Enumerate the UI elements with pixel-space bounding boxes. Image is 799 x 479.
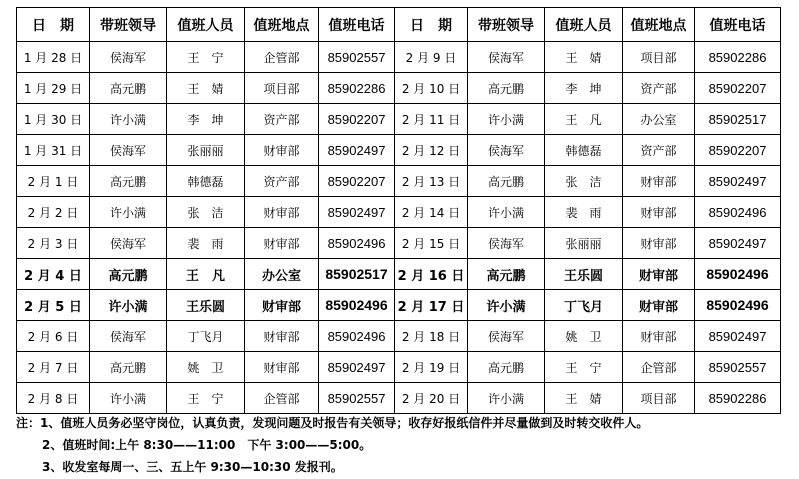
header-place: 值班地点 [623,8,695,42]
phone-cell: 85902496 [319,321,395,352]
phone-cell: 85902496 [319,290,395,321]
header-date: 日 期 [395,8,468,42]
staff-cell: 王乐圆 [167,290,245,321]
date-cell: 2 月 7 日 [17,352,90,383]
place-cell: 办公室 [245,259,319,290]
place-cell: 财审部 [623,166,695,197]
phone-cell: 85902207 [695,135,781,166]
staff-cell: 李 坤 [167,104,245,135]
phone-cell: 85902557 [695,352,781,383]
table-row [17,321,781,352]
staff-cell: 张 洁 [545,166,623,197]
leader-cell: 高元鹏 [468,166,545,197]
phone-cell: 85902207 [695,73,781,104]
place-cell: 办公室 [623,104,695,135]
date-cell: 2 月 3 日 [17,228,90,259]
leader-cell: 侯海军 [90,228,167,259]
phone-cell: 85902207 [319,166,395,197]
date-cell: 2 月 9 日 [395,42,468,73]
header-staff: 值班人员 [545,8,623,42]
date-cell: 1 月 29 日 [17,73,90,104]
table-row [17,73,781,104]
table-row [17,104,781,135]
table-row [17,42,781,73]
table-row [17,290,781,321]
leader-cell: 侯海军 [468,321,545,352]
table-row [17,197,781,228]
staff-cell: 王 宁 [545,352,623,383]
leader-cell: 高元鹏 [90,73,167,104]
table-row [17,166,781,197]
table-row [17,352,781,383]
leader-cell: 许小满 [468,383,545,414]
leader-cell: 侯海军 [90,135,167,166]
place-cell: 财审部 [245,135,319,166]
staff-cell: 王 婧 [545,383,623,414]
phone-cell: 85902497 [319,352,395,383]
staff-cell: 姚 卫 [167,352,245,383]
phone-cell: 85902557 [319,383,395,414]
place-cell: 企管部 [623,352,695,383]
note-line-1: 注：1、值班人员务必坚守岗位，认真负责，发现问题及时报告有关领导；收存好报纸信件并尽量做到及时转交收件人。 [16,416,649,430]
date-cell: 2 月 15 日 [395,228,468,259]
phone-cell: 85902517 [695,104,781,135]
date-cell: 1 月 31 日 [17,135,90,166]
place-cell: 财审部 [245,352,319,383]
header-phone: 值班电话 [319,8,395,42]
place-cell: 资产部 [623,135,695,166]
header-place: 值班地点 [245,8,319,42]
leader-cell: 许小满 [468,197,545,228]
place-cell: 资产部 [623,73,695,104]
staff-cell: 王 宁 [167,42,245,73]
date-cell: 2 月 20 日 [395,383,468,414]
staff-cell: 张丽丽 [167,135,245,166]
phone-cell: 85902496 [695,197,781,228]
staff-cell: 姚 卫 [545,321,623,352]
staff-cell: 张丽丽 [545,228,623,259]
table-row [17,383,781,414]
phone-cell: 85902497 [695,166,781,197]
leader-cell: 侯海军 [468,135,545,166]
leader-cell: 侯海军 [90,321,167,352]
leader-cell: 许小满 [90,197,167,228]
note-line-2: 2、值班时间:上午 8:30——11:00 下午 3:00——5:00。 [42,438,372,452]
phone-cell: 85902286 [695,383,781,414]
date-cell: 2 月 6 日 [17,321,90,352]
date-cell: 2 月 18 日 [395,321,468,352]
date-cell: 2 月 8 日 [17,383,90,414]
phone-cell: 85902497 [695,321,781,352]
staff-cell: 张 洁 [167,197,245,228]
leader-cell: 许小满 [468,104,545,135]
staff-cell: 王 婧 [167,73,245,104]
place-cell: 财审部 [623,321,695,352]
leader-cell: 高元鹏 [468,73,545,104]
phone-cell: 85902286 [319,73,395,104]
place-cell: 企管部 [245,383,319,414]
leader-cell: 侯海军 [468,42,545,73]
date-cell: 1 月 30 日 [17,104,90,135]
date-cell: 2 月 2 日 [17,197,90,228]
leader-cell: 侯海军 [90,42,167,73]
date-cell: 2 月 12 日 [395,135,468,166]
leader-cell: 侯海军 [468,228,545,259]
place-cell: 项目部 [245,73,319,104]
table-row [17,228,781,259]
table-row [17,135,781,166]
phone-cell: 85902557 [319,42,395,73]
place-cell: 项目部 [623,42,695,73]
place-cell: 财审部 [245,321,319,352]
date-cell: 2 月 14 日 [395,197,468,228]
staff-cell: 王 宁 [167,383,245,414]
place-cell: 财审部 [623,290,695,321]
place-cell: 项目部 [623,383,695,414]
leader-cell: 高元鹏 [468,259,545,290]
leader-cell: 高元鹏 [468,352,545,383]
leader-cell: 高元鹏 [90,166,167,197]
date-cell: 2 月 17 日 [395,290,468,321]
phone-cell: 85902496 [695,290,781,321]
place-cell: 财审部 [245,290,319,321]
date-cell: 2 月 1 日 [17,166,90,197]
staff-cell: 丁飞月 [545,290,623,321]
staff-cell: 韩德磊 [545,135,623,166]
place-cell: 资产部 [245,166,319,197]
date-cell: 2 月 5 日 [17,290,90,321]
staff-cell: 王乐圆 [545,259,623,290]
staff-cell: 裴 雨 [167,228,245,259]
date-cell: 2 月 11 日 [395,104,468,135]
header-staff: 值班人员 [167,8,245,42]
phone-cell: 85902496 [695,259,781,290]
phone-cell: 85902497 [695,228,781,259]
staff-cell: 王 凡 [545,104,623,135]
leader-cell: 高元鹏 [90,259,167,290]
header-date: 日 期 [17,8,90,42]
leader-cell: 许小满 [468,290,545,321]
staff-cell: 裴 雨 [545,197,623,228]
place-cell: 财审部 [623,228,695,259]
place-cell: 财审部 [623,259,695,290]
phone-cell: 85902207 [319,104,395,135]
staff-cell: 王 凡 [167,259,245,290]
leader-cell: 许小满 [90,104,167,135]
place-cell: 企管部 [245,42,319,73]
staff-cell: 李 坤 [545,73,623,104]
phone-cell: 85902496 [319,228,395,259]
phone-cell: 85902517 [319,259,395,290]
staff-cell: 丁飞月 [167,321,245,352]
date-cell: 1 月 28 日 [17,42,90,73]
phone-cell: 85902286 [695,42,781,73]
leader-cell: 许小满 [90,383,167,414]
leader-cell: 许小满 [90,290,167,321]
duty-schedule-table [16,7,781,414]
place-cell: 财审部 [245,228,319,259]
phone-cell: 85902497 [319,135,395,166]
date-cell: 2 月 19 日 [395,352,468,383]
place-cell: 财审部 [623,197,695,228]
place-cell: 财审部 [245,197,319,228]
table-row [17,259,781,290]
staff-cell: 王 婧 [545,42,623,73]
date-cell: 2 月 13 日 [395,166,468,197]
date-cell: 2 月 10 日 [395,73,468,104]
place-cell: 资产部 [245,104,319,135]
note-line-3: 3、收发室每周一、三、五上午 9:30—10:30 发报刊。 [42,460,343,474]
notes [16,412,786,478]
leader-cell: 高元鹏 [90,352,167,383]
header-leader: 带班领导 [90,8,167,42]
staff-cell: 韩德磊 [167,166,245,197]
header-phone: 值班电话 [695,8,781,42]
header-leader: 带班领导 [468,8,545,42]
date-cell: 2 月 16 日 [395,259,468,290]
phone-cell: 85902497 [319,197,395,228]
header-row [17,8,781,42]
date-cell: 2 月 4 日 [17,259,90,290]
